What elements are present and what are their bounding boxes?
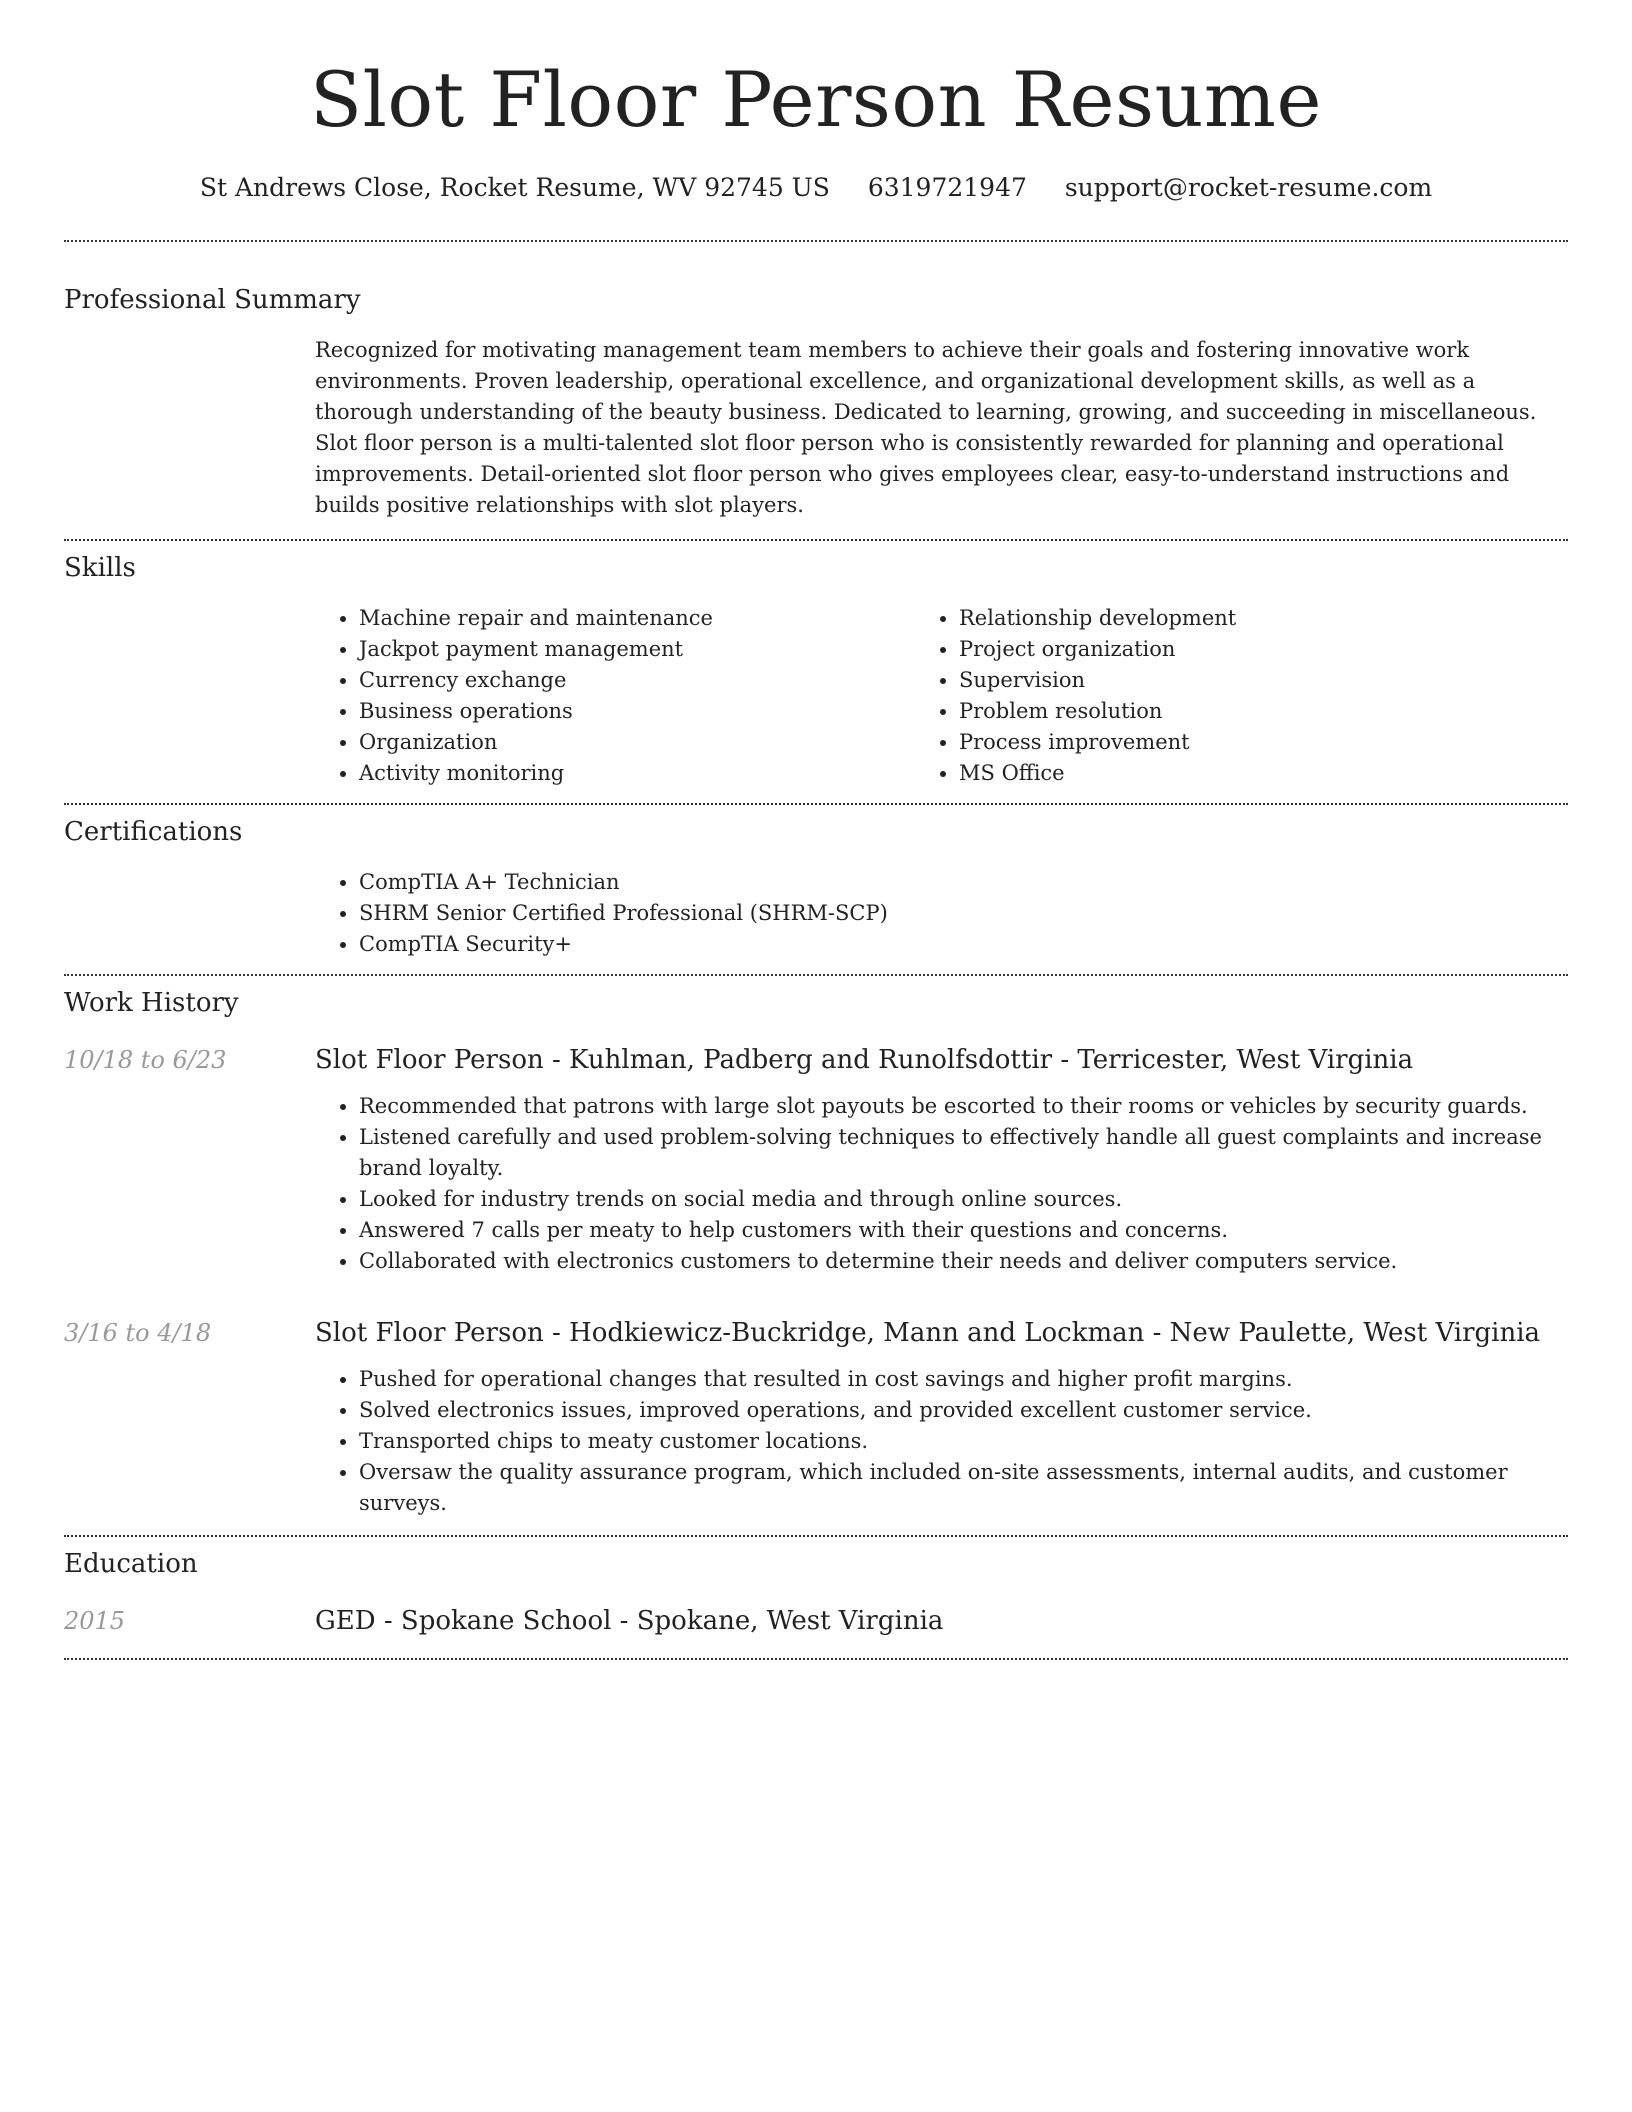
certifications-heading: Certifications (64, 817, 243, 847)
divider (64, 803, 1568, 805)
skill-item: • Jackpot payment management (359, 634, 930, 665)
contact-phone: 6319721947 (867, 173, 1027, 202)
certification-item: • CompTIA Security+ (359, 929, 1568, 960)
job-bullet: • Oversaw the quality assurance program, which included on-site assessments, internal audits, and customer surveys. (359, 1457, 1568, 1519)
job-title: Slot Floor Person - Hodkiewicz-Buckridge, Mann and Lockman - New Paulette, West Virginia (315, 1318, 1541, 1348)
job-title: Slot Floor Person - Kuhlman, Padberg and Runolfsdottir - Terricester, West Virginia (315, 1045, 1414, 1075)
job-bullet: • Listened carefully and used problem-solving techniques to effectively handle all guest complaints and increase brand loyalty. (359, 1122, 1568, 1184)
skill-item: • Process improvement (959, 727, 1530, 758)
skills-list-left (315, 603, 930, 789)
job-bullet: • Transported chips to meaty customer locations. (359, 1426, 1568, 1457)
skill-item: • Problem resolution (959, 696, 1530, 727)
divider (64, 240, 1568, 242)
summary-heading: Professional Summary (64, 285, 361, 315)
job-bullet: • Recommended that patrons with large slot payouts be escorted to their rooms or vehicles by security guards. (359, 1091, 1568, 1122)
education-heading: Education (64, 1549, 198, 1579)
work-history-section (64, 986, 1568, 1519)
job-bullets (315, 1091, 1568, 1277)
job-dates: 3/16 to 4/18 (64, 1319, 212, 1347)
divider (64, 974, 1568, 976)
job-bullet: • Pushed for operational changes that resulted in cost savings and higher profit margins. (359, 1364, 1568, 1395)
skills-list-right (930, 603, 1530, 789)
skill-item: • MS Office (959, 758, 1530, 789)
job-bullet: • Answered 7 calls per meaty to help customers with their questions and concerns. (359, 1215, 1568, 1246)
divider (64, 1535, 1568, 1537)
summary-text: Recognized for motivating management team members to achieve their goals and fostering innovative work environments. Proven leadership, operational excellence, and organizational development skills, as well as a thorough understanding of the beauty business. Dedicated to learning, growing, and succeeding in miscellaneous. Slot floor person is a multi-talented slot floor person who is consistently rewarded for planning and operational improvements. Detail-oriented slot floor person who gives employees clear, easy-to-understand instructions and builds positive relationships with slot players. (315, 338, 1537, 517)
skill-item: • Project organization (959, 634, 1530, 665)
divider (64, 539, 1568, 541)
contact-email: support@rocket-resume.com (1064, 173, 1433, 202)
certification-item: • SHRM Senior Certified Professional (SHRM-SCP) (359, 898, 1568, 929)
job-bullet-list (315, 1364, 1568, 1519)
skill-item: • Business operations (359, 696, 930, 727)
skills-content (315, 603, 1568, 789)
education-section (64, 1547, 1568, 1638)
job-bullet: • Solved electronics issues, improved operations, and provided excellent customer service. (359, 1395, 1568, 1426)
job-bullet: • Looked for industry trends on social media and through online sources. (359, 1184, 1568, 1215)
skill-item: • Supervision (959, 665, 1530, 696)
contact-line (64, 170, 1568, 206)
skill-item: • Activity monitoring (359, 758, 930, 789)
summary-section (64, 283, 1568, 521)
skill-item: • Relationship development (959, 603, 1530, 634)
divider (64, 1658, 1568, 1660)
contact-address: St Andrews Close, Rocket Resume, WV 92745 US (199, 173, 830, 202)
education-title: GED - Spokane School - Spokane, West Virginia (315, 1606, 944, 1636)
skill-item: • Currency exchange (359, 665, 930, 696)
resume-title: Slot Floor Person Resume (310, 55, 1322, 144)
job-bullet-list (315, 1091, 1568, 1277)
job-dates: 10/18 to 6/23 (64, 1046, 227, 1074)
certification-item: • CompTIA A+ Technician (359, 867, 1568, 898)
job-entry (64, 1043, 1568, 1277)
resume-page (64, 0, 1568, 1660)
skill-item: • Organization (359, 727, 930, 758)
skills-section (64, 551, 1568, 789)
certifications-content (315, 867, 1568, 960)
job-bullets (315, 1364, 1568, 1519)
job-entry (64, 1316, 1568, 1519)
certifications-section (64, 815, 1568, 960)
certifications-list (315, 867, 1568, 960)
summary-content (315, 335, 1568, 521)
job-bullet: • Collaborated with electronics customers to determine their needs and deliver computers service. (359, 1246, 1568, 1277)
education-entry (64, 1604, 1568, 1638)
education-year: 2015 (64, 1607, 126, 1635)
skills-heading: Skills (64, 553, 136, 583)
skill-item: • Machine repair and maintenance (359, 603, 930, 634)
work-history-heading: Work History (64, 988, 239, 1018)
